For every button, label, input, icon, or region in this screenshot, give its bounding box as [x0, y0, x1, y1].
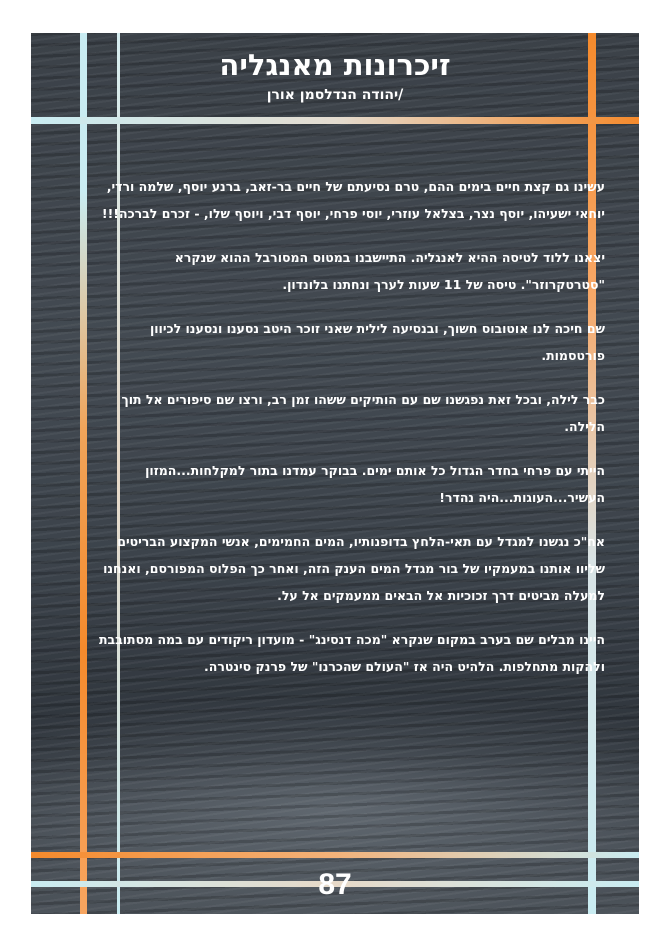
page-title: זיכרונות מאנגליה	[219, 48, 451, 82]
paragraph: כבר לילה, ובכל זאת נפגשנו שם עם הותיקים ששהו זמן רב, ורצו שם סיפורים אל תוך הלילה.	[121, 392, 605, 434]
author-byline: /יהודה הנדלסמן אורן	[266, 87, 404, 103]
paragraph: עשינו גם קצת חיים בימים ההם, טרם נסיעתם של חיים בר-זאב, ברנע יוסף, שלמה ורדי, יוחאי ישעיהו, יוסף נצר, בצלאל עוזרי, יוסי פרחי, יוסף דבי, ויוסף שלו, - זכרם לברכה!!!	[101, 179, 605, 221]
frame-line-left	[80, 33, 87, 914]
paragraph: יצאנו ללוד לטיסה ההיא לאנגליה. התיישבנו במטוס המסורבל ההוא שנקרא "סטרטקרוזר". טיסה של 11 שעות לערך ונחתנו בלונדון.	[174, 250, 605, 292]
paragraph: הייתי עם פרחי בחדר הגדול כל אותם ימים. בבוקר עמדנו בתור למקלחות...המזון העשיר...העוגות...היה נהדר!	[145, 463, 605, 505]
paragraph: היינו מבלים שם בערב במקום שנקרא "מכה דנסינג" - מועדון ריקודים עם במה מסתובבת ולהקות מתחלפות. הלהיט היה אז "העולם שהכרנו" של פרנק סינטרה.	[98, 632, 605, 674]
frame-line-bottom-upper	[31, 852, 639, 858]
article-body	[97, 173, 605, 697]
paragraph: אח"כ נגשנו למגדל עם תאי-הלחץ בדופנותיו, המים החמימים, אנשי המקצוע הבריטים שליוו אותנו במעמקיו של בור מגדל המים הענק הזה, ואחר כך הפלוס המפורסם, ואנחנו למעלה מביטים דרך זכוכיות אל הבאים ממעמקים אל על.	[103, 534, 605, 603]
page-background	[31, 33, 639, 914]
frame-line-top	[31, 117, 639, 124]
page-number: 87	[318, 868, 352, 901]
paragraph: שם חיכה לנו אוטובוס חשוך, ובנסיעה לילית שאני זוכר היטב נסענו ונסענו לכיוון פורטסמות.	[149, 321, 605, 363]
